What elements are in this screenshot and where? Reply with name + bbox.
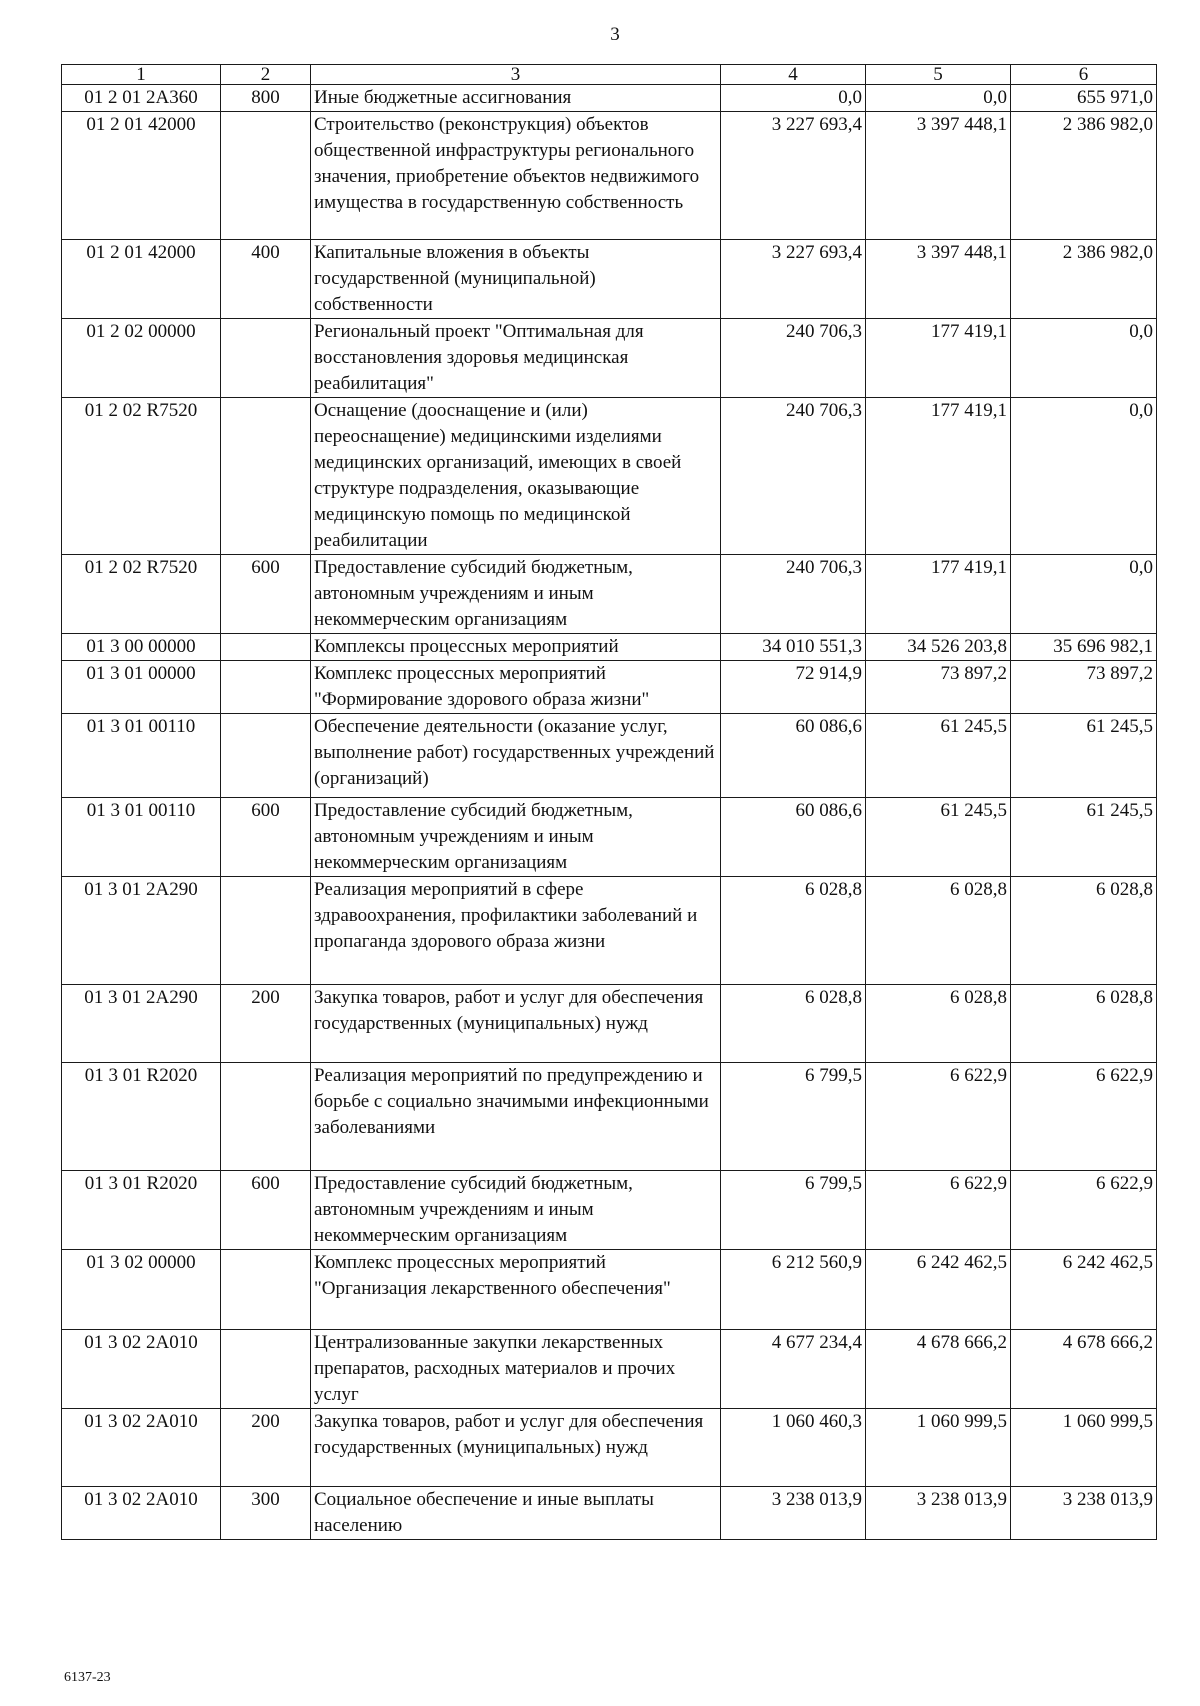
amount-year3-cell: 3 238 013,9 bbox=[1011, 1487, 1157, 1540]
table-row bbox=[62, 1487, 1157, 1540]
header-col-2: 2 bbox=[221, 65, 311, 85]
item-name-cell: Предоставление субсидий бюджетным, автономным учреждениям и иным некоммерческим организациям bbox=[311, 555, 721, 634]
table-row bbox=[62, 1409, 1157, 1487]
expense-type-cell bbox=[221, 877, 311, 985]
header-row bbox=[62, 65, 1157, 85]
amount-year1-cell: 60 086,6 bbox=[721, 714, 866, 798]
expense-type-cell: 600 bbox=[221, 555, 311, 634]
expense-type-cell bbox=[221, 634, 311, 661]
amount-year1-cell: 4 677 234,4 bbox=[721, 1330, 866, 1409]
item-name-cell: Закупка товаров, работ и услуг для обеспечения государственных (муниципальных) нужд bbox=[311, 1409, 721, 1487]
amount-year2-cell: 3 397 448,1 bbox=[866, 240, 1011, 319]
table-row bbox=[62, 85, 1157, 112]
amount-year2-cell: 6 028,8 bbox=[866, 985, 1011, 1063]
expense-type-cell: 400 bbox=[221, 240, 311, 319]
amount-year2-cell: 61 245,5 bbox=[866, 714, 1011, 798]
expense-type-cell bbox=[221, 714, 311, 798]
budget-code-cell: 01 3 02 2А010 bbox=[62, 1487, 221, 1540]
amount-year3-cell: 6 622,9 bbox=[1011, 1171, 1157, 1250]
amount-year1-cell: 6 799,5 bbox=[721, 1171, 866, 1250]
amount-year3-cell: 6 028,8 bbox=[1011, 985, 1157, 1063]
budget-code-cell: 01 2 02 R7520 bbox=[62, 398, 221, 555]
amount-year1-cell: 6 028,8 bbox=[721, 985, 866, 1063]
item-name-cell: Реализация мероприятий по предупреждению и борьбе с социально значимыми инфекционными заболеваниями bbox=[311, 1063, 721, 1171]
item-name-cell: Централизованные закупки лекарственных препаратов, расходных материалов и прочих услуг bbox=[311, 1330, 721, 1409]
amount-year3-cell: 6 028,8 bbox=[1011, 877, 1157, 985]
amount-year3-cell: 61 245,5 bbox=[1011, 798, 1157, 877]
amount-year2-cell: 6 028,8 bbox=[866, 877, 1011, 985]
amount-year2-cell: 3 238 013,9 bbox=[866, 1487, 1011, 1540]
amount-year2-cell: 177 419,1 bbox=[866, 319, 1011, 398]
amount-year1-cell: 0,0 bbox=[721, 85, 866, 112]
amount-year2-cell: 6 622,9 bbox=[866, 1171, 1011, 1250]
amount-year1-cell: 34 010 551,3 bbox=[721, 634, 866, 661]
table-row bbox=[62, 555, 1157, 634]
amount-year1-cell: 240 706,3 bbox=[721, 398, 866, 555]
amount-year3-cell: 655 971,0 bbox=[1011, 85, 1157, 112]
amount-year1-cell: 6 799,5 bbox=[721, 1063, 866, 1171]
expense-type-cell bbox=[221, 112, 311, 240]
amount-year3-cell: 0,0 bbox=[1011, 555, 1157, 634]
header-col-3: 3 bbox=[311, 65, 721, 85]
header-col-1: 1 bbox=[62, 65, 221, 85]
budget-code-cell: 01 3 01 R2020 bbox=[62, 1171, 221, 1250]
budget-code-cell: 01 3 01 00110 bbox=[62, 714, 221, 798]
item-name-cell: Комплекс процессных мероприятий "Организация лекарственного обеспечения" bbox=[311, 1250, 721, 1330]
amount-year3-cell: 6 242 462,5 bbox=[1011, 1250, 1157, 1330]
budget-code-cell: 01 2 01 2А360 bbox=[62, 85, 221, 112]
table-row bbox=[62, 798, 1157, 877]
budget-code-cell: 01 3 02 2А010 bbox=[62, 1409, 221, 1487]
item-name-cell: Капитальные вложения в объекты государственной (муниципальной) собственности bbox=[311, 240, 721, 319]
item-name-cell: Иные бюджетные ассигнования bbox=[311, 85, 721, 112]
table-row bbox=[62, 319, 1157, 398]
item-name-cell: Закупка товаров, работ и услуг для обеспечения государственных (муниципальных) нужд bbox=[311, 985, 721, 1063]
amount-year2-cell: 3 397 448,1 bbox=[866, 112, 1011, 240]
amount-year1-cell: 6 212 560,9 bbox=[721, 1250, 866, 1330]
table-row bbox=[62, 1171, 1157, 1250]
amount-year2-cell: 1 060 999,5 bbox=[866, 1409, 1011, 1487]
expense-type-cell: 600 bbox=[221, 798, 311, 877]
expense-type-cell bbox=[221, 1330, 311, 1409]
table-row bbox=[62, 1063, 1157, 1171]
amount-year1-cell: 3 238 013,9 bbox=[721, 1487, 866, 1540]
page-number: 3 bbox=[610, 24, 620, 45]
amount-year1-cell: 6 028,8 bbox=[721, 877, 866, 985]
table-row bbox=[62, 1330, 1157, 1409]
amount-year3-cell: 0,0 bbox=[1011, 319, 1157, 398]
amount-year2-cell: 34 526 203,8 bbox=[866, 634, 1011, 661]
amount-year1-cell: 240 706,3 bbox=[721, 319, 866, 398]
amount-year1-cell: 1 060 460,3 bbox=[721, 1409, 866, 1487]
expense-type-cell bbox=[221, 319, 311, 398]
amount-year3-cell: 2 386 982,0 bbox=[1011, 240, 1157, 319]
table-row bbox=[62, 661, 1157, 714]
item-name-cell: Комплекс процессных мероприятий "Формирование здорового образа жизни" bbox=[311, 661, 721, 714]
item-name-cell: Строительство (реконструкция) объектов общественной инфраструктуры регионального значения, приобретение объектов недвижимого имущества в государственную собственность bbox=[311, 112, 721, 240]
amount-year2-cell: 6 622,9 bbox=[866, 1063, 1011, 1171]
header-col-5: 5 bbox=[866, 65, 1011, 85]
amount-year2-cell: 6 242 462,5 bbox=[866, 1250, 1011, 1330]
table-row bbox=[62, 398, 1157, 555]
item-name-cell: Оснащение (дооснащение и (или) переоснащение) медицинскими изделиями медицинских организаций, имеющих в своей структуре подразделения, оказывающие медицинскую помощь по медицинской реабилитации bbox=[311, 398, 721, 555]
table-row bbox=[62, 634, 1157, 661]
table-row bbox=[62, 877, 1157, 985]
amount-year2-cell: 0,0 bbox=[866, 85, 1011, 112]
table-row bbox=[62, 985, 1157, 1063]
amount-year3-cell: 73 897,2 bbox=[1011, 661, 1157, 714]
expense-type-cell: 200 bbox=[221, 1409, 311, 1487]
budget-code-cell: 01 3 00 00000 bbox=[62, 634, 221, 661]
item-name-cell: Социальное обеспечение и иные выплаты населению bbox=[311, 1487, 721, 1540]
budget-code-cell: 01 3 01 00000 bbox=[62, 661, 221, 714]
item-name-cell: Предоставление субсидий бюджетным, автономным учреждениям и иным некоммерческим организациям bbox=[311, 1171, 721, 1250]
item-name-cell: Комплексы процессных мероприятий bbox=[311, 634, 721, 661]
budget-code-cell: 01 2 01 42000 bbox=[62, 240, 221, 319]
amount-year2-cell: 73 897,2 bbox=[866, 661, 1011, 714]
amount-year3-cell: 35 696 982,1 bbox=[1011, 634, 1157, 661]
budget-code-cell: 01 2 01 42000 bbox=[62, 112, 221, 240]
expense-type-cell: 300 bbox=[221, 1487, 311, 1540]
amount-year2-cell: 177 419,1 bbox=[866, 555, 1011, 634]
item-name-cell: Реализация мероприятий в сфере здравоохранения, профилактики заболеваний и пропаганда здорового образа жизни bbox=[311, 877, 721, 985]
budget-code-cell: 01 3 01 00110 bbox=[62, 798, 221, 877]
amount-year3-cell: 6 622,9 bbox=[1011, 1063, 1157, 1171]
header-col-4: 4 bbox=[721, 65, 866, 85]
amount-year3-cell: 0,0 bbox=[1011, 398, 1157, 555]
item-name-cell: Обеспечение деятельности (оказание услуг, выполнение работ) государственных учреждений (организаций) bbox=[311, 714, 721, 798]
amount-year2-cell: 61 245,5 bbox=[866, 798, 1011, 877]
budget-code-cell: 01 3 01 R2020 bbox=[62, 1063, 221, 1171]
expense-type-cell: 200 bbox=[221, 985, 311, 1063]
amount-year2-cell: 4 678 666,2 bbox=[866, 1330, 1011, 1409]
amount-year3-cell: 61 245,5 bbox=[1011, 714, 1157, 798]
budget-code-cell: 01 3 02 00000 bbox=[62, 1250, 221, 1330]
amount-year3-cell: 2 386 982,0 bbox=[1011, 112, 1157, 240]
expense-type-cell bbox=[221, 1063, 311, 1171]
expense-type-cell bbox=[221, 398, 311, 555]
amount-year1-cell: 3 227 693,4 bbox=[721, 240, 866, 319]
amount-year2-cell: 177 419,1 bbox=[866, 398, 1011, 555]
expense-type-cell: 600 bbox=[221, 1171, 311, 1250]
amount-year3-cell: 4 678 666,2 bbox=[1011, 1330, 1157, 1409]
item-name-cell: Предоставление субсидий бюджетным, автономным учреждениям и иным некоммерческим организациям bbox=[311, 798, 721, 877]
amount-year1-cell: 72 914,9 bbox=[721, 661, 866, 714]
amount-year1-cell: 3 227 693,4 bbox=[721, 112, 866, 240]
table-body bbox=[62, 85, 1157, 1540]
budget-code-cell: 01 3 02 2А010 bbox=[62, 1330, 221, 1409]
amount-year1-cell: 60 086,6 bbox=[721, 798, 866, 877]
budget-code-cell: 01 3 01 2А290 bbox=[62, 985, 221, 1063]
expense-type-cell bbox=[221, 661, 311, 714]
expense-type-cell bbox=[221, 1250, 311, 1330]
document-reference: 6137-23 bbox=[64, 1670, 111, 1685]
table-row bbox=[62, 714, 1157, 798]
amount-year1-cell: 240 706,3 bbox=[721, 555, 866, 634]
table-row bbox=[62, 240, 1157, 319]
item-name-cell: Региональный проект "Оптимальная для восстановления здоровья медицинская реабилитация" bbox=[311, 319, 721, 398]
expense-type-cell: 800 bbox=[221, 85, 311, 112]
amount-year3-cell: 1 060 999,5 bbox=[1011, 1409, 1157, 1487]
table-row bbox=[62, 1250, 1157, 1330]
budget-code-cell: 01 2 02 R7520 bbox=[62, 555, 221, 634]
budget-table bbox=[61, 64, 1157, 1540]
header-col-6: 6 bbox=[1011, 65, 1157, 85]
table-row bbox=[62, 112, 1157, 240]
budget-code-cell: 01 2 02 00000 bbox=[62, 319, 221, 398]
budget-code-cell: 01 3 01 2А290 bbox=[62, 877, 221, 985]
